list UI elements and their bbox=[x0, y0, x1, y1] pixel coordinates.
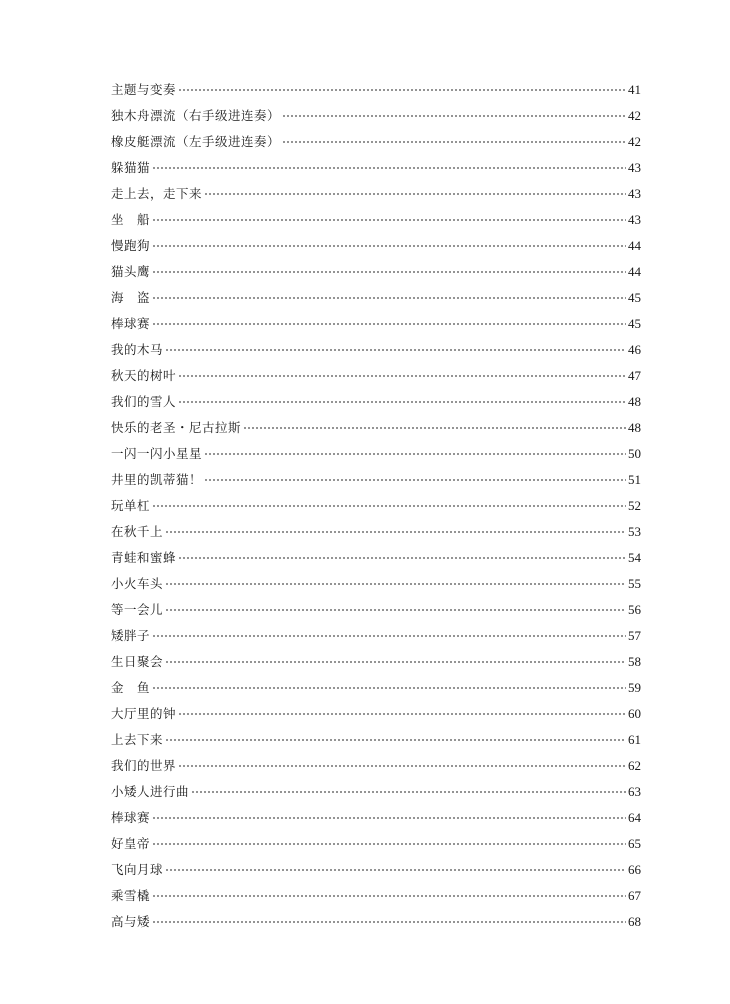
toc-entry-title: 等一会儿 bbox=[111, 602, 164, 617]
toc-entry-title: 矮胖子 bbox=[111, 628, 151, 643]
toc-entry bbox=[111, 623, 641, 649]
dot-leader bbox=[152, 843, 626, 846]
toc-entry-page-number: 48 bbox=[628, 420, 641, 435]
toc-entry-title: 猫头鹰 bbox=[111, 264, 151, 279]
toc-entry bbox=[111, 779, 641, 805]
table-of-contents bbox=[111, 77, 641, 935]
dot-leader bbox=[165, 869, 626, 872]
toc-entry-page-number: 65 bbox=[628, 836, 641, 851]
toc-entry-title: 走上去，走下来 bbox=[111, 186, 203, 201]
toc-entry bbox=[111, 389, 641, 415]
toc-entry bbox=[111, 519, 641, 545]
toc-entry-page-number: 43 bbox=[628, 186, 641, 201]
dot-leader bbox=[178, 401, 626, 404]
toc-entry bbox=[111, 337, 641, 363]
toc-entry-title: 棒球赛 bbox=[111, 810, 151, 825]
dot-leader bbox=[165, 739, 626, 742]
toc-entry-title: 飞向月球 bbox=[111, 862, 164, 877]
toc-entry-page-number: 67 bbox=[628, 888, 641, 903]
toc-entry-page-number: 60 bbox=[628, 706, 641, 721]
toc-entry-page-number: 47 bbox=[628, 368, 641, 383]
dot-leader bbox=[152, 297, 626, 300]
toc-entry-title: 我们的雪人 bbox=[111, 394, 177, 409]
toc-entry bbox=[111, 311, 641, 337]
toc-entry-page-number: 44 bbox=[628, 238, 641, 253]
toc-entry-title: 橡皮艇漂流（左手级进连奏） bbox=[111, 134, 281, 149]
toc-entry-page-number: 57 bbox=[628, 628, 641, 643]
toc-entry-title: 上去下来 bbox=[111, 732, 164, 747]
toc-entry-title: 玩单杠 bbox=[111, 498, 151, 513]
dot-leader bbox=[165, 531, 626, 534]
dot-leader bbox=[152, 687, 626, 690]
dot-leader bbox=[204, 479, 626, 482]
toc-entry-page-number: 59 bbox=[628, 680, 641, 695]
toc-entry-title: 坐 船 bbox=[111, 212, 151, 227]
toc-entry-page-number: 68 bbox=[628, 914, 641, 929]
dot-leader bbox=[152, 635, 626, 638]
toc-entry-page-number: 63 bbox=[628, 784, 641, 799]
toc-entry-page-number: 61 bbox=[628, 732, 641, 747]
dot-leader bbox=[152, 323, 626, 326]
dot-leader bbox=[152, 505, 626, 508]
toc-entry-page-number: 45 bbox=[628, 290, 641, 305]
toc-entry-page-number: 42 bbox=[628, 108, 641, 123]
toc-entry-title: 主题与变奏 bbox=[111, 82, 177, 97]
toc-entry bbox=[111, 805, 641, 831]
dot-leader bbox=[152, 895, 626, 898]
toc-entry-page-number: 54 bbox=[628, 550, 641, 565]
toc-entry bbox=[111, 285, 641, 311]
toc-entry bbox=[111, 441, 641, 467]
toc-entry-title: 快乐的老圣・尼古拉斯 bbox=[111, 420, 242, 435]
dot-leader bbox=[178, 557, 626, 560]
toc-entry bbox=[111, 909, 641, 935]
toc-entry-title: 躲猫猫 bbox=[111, 160, 151, 175]
toc-entry-title: 秋天的树叶 bbox=[111, 368, 177, 383]
dot-leader bbox=[204, 193, 626, 196]
toc-entry-page-number: 53 bbox=[628, 524, 641, 539]
toc-entry-page-number: 45 bbox=[628, 316, 641, 331]
toc-entry bbox=[111, 831, 641, 857]
toc-entry-page-number: 52 bbox=[628, 498, 641, 513]
toc-entry bbox=[111, 857, 641, 883]
toc-entry-page-number: 44 bbox=[628, 264, 641, 279]
dot-leader bbox=[152, 921, 626, 924]
toc-entry-title: 我的木马 bbox=[111, 342, 164, 357]
toc-entry bbox=[111, 233, 641, 259]
toc-entry bbox=[111, 675, 641, 701]
toc-entry bbox=[111, 181, 641, 207]
toc-entry-page-number: 42 bbox=[628, 134, 641, 149]
toc-entry-title: 一闪一闪小星星 bbox=[111, 446, 203, 461]
toc-entry-title: 高与矮 bbox=[111, 914, 151, 929]
toc-entry-title: 大厅里的钟 bbox=[111, 706, 177, 721]
toc-entry-page-number: 50 bbox=[628, 446, 641, 461]
toc-entry bbox=[111, 701, 641, 727]
toc-entry-title: 海 盗 bbox=[111, 290, 151, 305]
dot-leader bbox=[152, 817, 626, 820]
toc-entry-title: 慢跑狗 bbox=[111, 238, 151, 253]
dot-leader bbox=[178, 375, 626, 378]
dot-leader bbox=[165, 609, 626, 612]
dot-leader bbox=[152, 245, 626, 248]
dot-leader bbox=[152, 271, 626, 274]
toc-entry-page-number: 51 bbox=[628, 472, 641, 487]
dot-leader bbox=[204, 453, 626, 456]
toc-entry-page-number: 41 bbox=[628, 82, 641, 97]
toc-entry-title: 小火车头 bbox=[111, 576, 164, 591]
toc-entry bbox=[111, 467, 641, 493]
toc-entry bbox=[111, 363, 641, 389]
dot-leader bbox=[165, 661, 626, 664]
toc-entry-title: 生日聚会 bbox=[111, 654, 164, 669]
dot-leader bbox=[165, 583, 626, 586]
toc-entry bbox=[111, 103, 641, 129]
dot-leader bbox=[178, 713, 626, 716]
toc-entry-page-number: 58 bbox=[628, 654, 641, 669]
toc-entry-page-number: 48 bbox=[628, 394, 641, 409]
toc-entry bbox=[111, 571, 641, 597]
toc-entry bbox=[111, 155, 641, 181]
toc-entry-title: 我们的世界 bbox=[111, 758, 177, 773]
toc-entry-title: 小矮人进行曲 bbox=[111, 784, 190, 799]
toc-entry-page-number: 55 bbox=[628, 576, 641, 591]
toc-entry-page-number: 43 bbox=[628, 160, 641, 175]
toc-entry-page-number: 56 bbox=[628, 602, 641, 617]
toc-entry-page-number: 43 bbox=[628, 212, 641, 227]
toc-entry-title: 乘雪橇 bbox=[111, 888, 151, 903]
toc-entry-title: 好皇帝 bbox=[111, 836, 151, 851]
toc-entry-page-number: 46 bbox=[628, 342, 641, 357]
dot-leader bbox=[282, 115, 626, 118]
toc-entry-title: 金 鱼 bbox=[111, 680, 151, 695]
toc-entry bbox=[111, 493, 641, 519]
dot-leader bbox=[282, 141, 626, 144]
dot-leader bbox=[178, 89, 626, 92]
toc-entry-title: 青蛙和蜜蜂 bbox=[111, 550, 177, 565]
toc-entry bbox=[111, 883, 641, 909]
dot-leader bbox=[191, 791, 626, 794]
toc-entry bbox=[111, 415, 641, 441]
toc-entry bbox=[111, 727, 641, 753]
dot-leader bbox=[165, 349, 626, 352]
toc-entry bbox=[111, 753, 641, 779]
toc-entry bbox=[111, 77, 641, 103]
toc-entry bbox=[111, 597, 641, 623]
toc-entry bbox=[111, 545, 641, 571]
dot-leader bbox=[152, 219, 626, 222]
toc-entry-page-number: 66 bbox=[628, 862, 641, 877]
toc-entry-title: 在秋千上 bbox=[111, 524, 164, 539]
dot-leader bbox=[152, 167, 626, 170]
toc-entry-page-number: 64 bbox=[628, 810, 641, 825]
toc-entry-title: 棒球赛 bbox=[111, 316, 151, 331]
toc-entry bbox=[111, 129, 641, 155]
toc-entry-title: 独木舟漂流（右手级进连奏） bbox=[111, 108, 281, 123]
toc-entry bbox=[111, 207, 641, 233]
toc-entry bbox=[111, 649, 641, 675]
dot-leader bbox=[178, 765, 626, 768]
toc-entry bbox=[111, 259, 641, 285]
toc-entry-title: 井里的凯蒂猫！ bbox=[111, 472, 203, 487]
dot-leader bbox=[243, 427, 626, 430]
toc-entry-page-number: 62 bbox=[628, 758, 641, 773]
